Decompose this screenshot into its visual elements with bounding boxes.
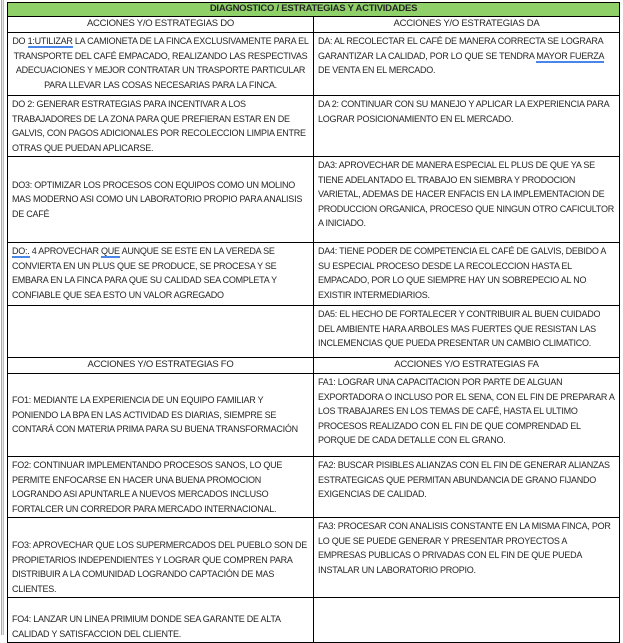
cell-do1[interactable] (8, 33, 314, 96)
table-title[interactable]: DIAGNOSTICO / ESTRATEGIAS Y ACTIVIDADES (8, 3, 620, 17)
cell-da5[interactable]: DA5: EL HECHO DE FORTALECER Y CONTRIBUIR AL BUEN CUIDADO DEL AMBIENTE HARA ARBOLES MAS FUERTES QUE RESISTAN LAS INCLEMENCIAS QUE PUEDA PRESENTAR UN CAMBIO CLIMATICO. (314, 306, 620, 358)
do4-underlined-que: QUE (101, 246, 120, 256)
cell-fo2[interactable]: FO2: CONTINUAR IMPLEMENTANDO PROCESOS SANOS, LO QUE PERMITE ENFOCARSE EN HACER UNA BUENA PROMOCION LOGRANDO ASI APUNTARLE A NUEVOS MERCADOS INCLUSO FORTALCER UN CORREDOR PARA MERCADO INTERNACIONAL. (8, 457, 314, 518)
cell-do5-empty[interactable] (8, 306, 314, 358)
page-edge-strip (1, 0, 4, 635)
da1-prefix: DA: AL RECOLECTAR EL CAFÉ DE MANERA CORRECTA SE LOGRARA GARANTIZAR LA CALIDAD, POR LO QUE SE TENDRA (318, 36, 603, 61)
cell-do2[interactable]: DO 2: GENERAR ESTRATEGIAS PARA INCENTIVAR A LOS TRABAJADORES DE LA ZONA PARA QUE PREFIERAN ESTAR EN DE GALVIS, CON PAGOS ADICIONALES POR RECOLECCION LIMPIA ENTRE OTRAS QUE PUEDAN APLICARSE. (8, 96, 314, 157)
cell-da3[interactable]: DA3: APROVECHAR DE MANERA ESPECIAL EL PLUS DE QUE YA SE TIENE ADELANTADO EL TRABAJO EN SIEMBRA Y PRODOCION VARIETAL, ADEMAS DE HACER ENFACIS EN LA IMPLEMENTACION DE PRODUCCION ORGANICA, PROCESO QUE NINGUN OTRO CAFICULTOR A INICIADO. (314, 157, 620, 243)
cell-do3[interactable]: DO3: OPTIMIZAR LOS PROCESOS CON EQUIPOS COMO UN MOLINO MAS MODERNO ASI COMO UN LABORATORIO PROPIO PARA ANALISIS DE CAFÉ (8, 157, 314, 243)
cell-fa4-empty[interactable] (314, 598, 620, 643)
do4-underlined-do: DO:. (12, 246, 30, 256)
swot-matrix-table (7, 2, 620, 643)
header-acciones-do[interactable]: ACCIONES Y/O ESTRATEGIAS DO (8, 17, 314, 33)
cell-fo3[interactable]: FO3: APROVECHAR QUE LOS SUPERMERCADOS DEL PUEBLO SON DE PROPIETARIOS INDEPENDIENTES Y LOGRAR QUE COMPREN PARA DISTRIBUIR A LA COMUNIDAD LOGRANDO CAPTACIÓN DE MAS CLIENTES. (8, 518, 314, 598)
do1-text: LA CAMIONETA DE LA FINCA EXCLUSIVAMENTE PARA EL TRANSPORTE DEL CAFÉ EMPACADO, REALIZANDO LAS RESPECTIVAS ADECUACIONES Y MEJOR CONTRATAR UN TRASPORTE PARTICULAR PARA LLEVAR LAS COSAS NECESARIAS PARA LA FINCA. (13, 36, 309, 90)
cell-fa2[interactable]: FA2: BUSCAR PISIBLES ALIANZAS CON EL FIN DE GENERAR ALIANZAS ESTRATEGICAS QUE PERMITAN ABUNDANCIA DE GRANO FIJANDO EXIGENCIAS DE CALIDAD. (314, 457, 620, 518)
da1-underlined-text: MAYOR FUERZA (536, 50, 604, 61)
header-acciones-fo[interactable]: ACCIONES Y/O ESTRATEGIAS FO (8, 358, 314, 374)
cell-da4[interactable]: DA4: TIENE PODER DE COMPETENCIA EL CAFÉ DE GALVIS, DEBIDO A SU ESPECIAL PROCESO DESDE LA RECOLECCION HASTA EL EMPACADO, POR LO QUE SIEMPRE HAY UN SOBREPECIO AL NO EXISTIR INTERMEDIARIOS. (314, 243, 620, 306)
da1-text: DE VENTA EN EL MERCADO. (318, 65, 436, 75)
cell-fo4[interactable]: FO4: LANZAR UN LINEA PRIMIUM DONDE SEA GARANTE DE ALTA CALIDAD Y SATISFACCION DEL CLIENTE. (8, 598, 314, 643)
header-acciones-fa[interactable]: ACCIONES Y/O ESTRATEGIAS FA (314, 358, 620, 374)
do4-mid: 4 APROVECHAR (29, 246, 102, 256)
header-acciones-da[interactable]: ACCIONES Y/O ESTRATEGIAS DA (314, 17, 620, 33)
cell-da2[interactable]: DA 2: CONTINUAR CON SU MANEJO Y APLICAR LA EXPERIENCIA PARA LOGRAR POSICIONAMIENTO EN EL MERCADO. (314, 96, 620, 157)
cell-fo1[interactable]: FO1: MEDIANTE LA EXPERIENCIA DE UN EQUIPO FAMILIAR Y PONIENDO LA BPA EN LAS ACTIVIDAD ES DIARIAS, SIEMPRE SE CONTARÁ CON MATERIA PRIMA PARA SU BUENA TRANSFORMACIÓN (8, 374, 314, 457)
do4-text: AUNQUE SE ESTE EN LA VEREDA SE CONVIERTA EN UN PLUS QUE SE PRODUCE, SE PROCESA Y SE EMBARA EN LA FINCA PARA QUE SU CALIDAD SEA COMPLETA Y CONFIABLE QUE SEA ESTO UN VALOR AGREGADO (12, 246, 277, 300)
do1-prefix: DO (12, 36, 28, 46)
cell-fa3[interactable]: FA3: PROCESAR CON ANALISIS CONSTANTE EN LA MISMA FINCA, POR LO QUE SE PUEDE GENERAR Y PRESENTAR PROYECTOS A EMPRESAS PUBLICAS O PRIVADAS CON EL FIN DE QUE PUEDA INSTALAR UN LABORATORIO PROPIO. (314, 518, 620, 598)
cell-do4[interactable] (8, 243, 314, 306)
do1-underlined-text: 1:UTILIZAR (27, 36, 73, 46)
cell-fa1[interactable]: FA1: LOGRAR UNA CAPACITACION POR PARTE DE ALGUAN EXPORTADORA O INCLUSO POR EL SENA, CON EL FIN DE PREPARAR A LOS TRABAJARES EN LOS TEMAS DE CAFÉ, HASTA EL ULTIMO PROCESOS REALIZADO CON EL FIN DE QUE COMPRENDAD EL PORQUE DE CADA DETALLE CON EL GRANO. (314, 374, 620, 457)
cell-da1[interactable] (314, 33, 620, 96)
